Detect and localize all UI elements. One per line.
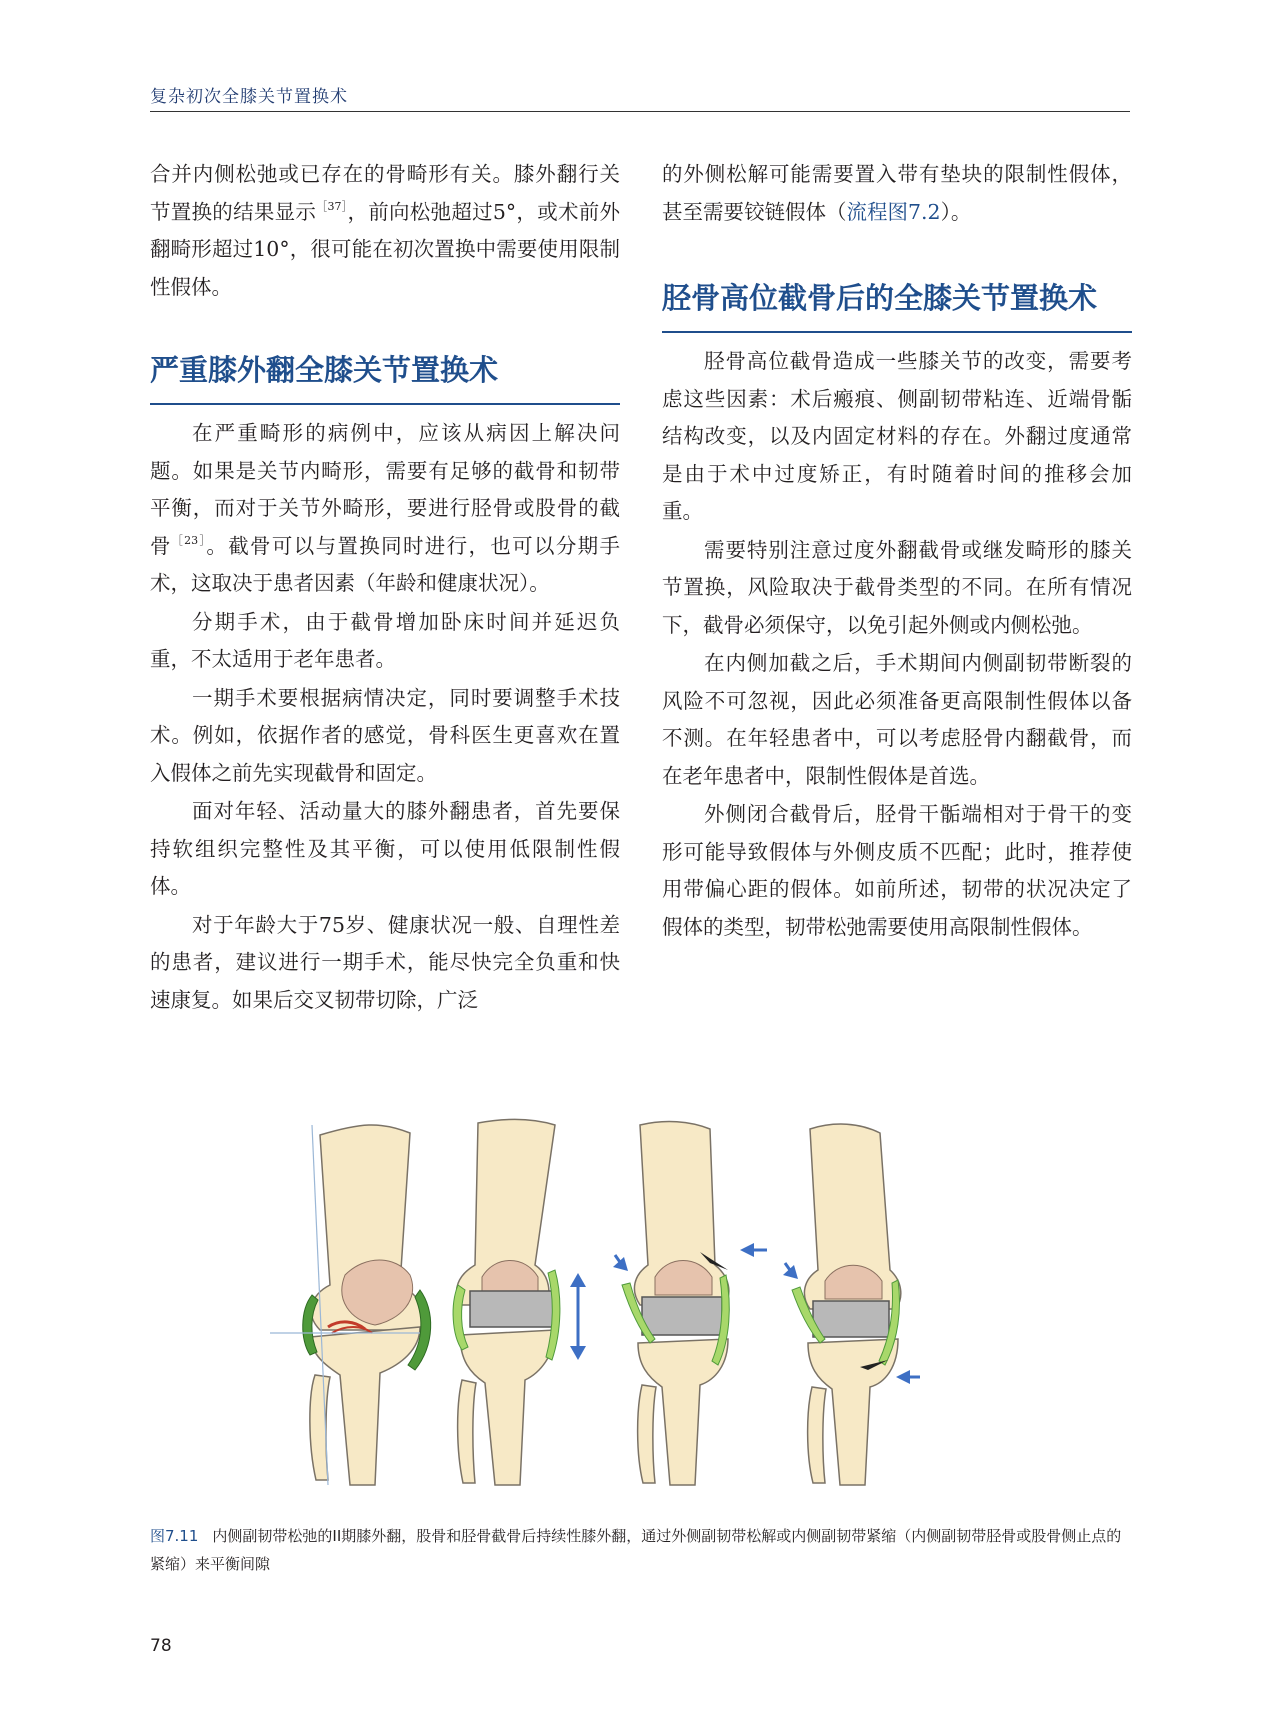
section-heading: 严重膝外翻全膝关节置换术 [150,350,620,405]
running-head: 复杂初次全膝关节置换术 [150,87,348,107]
knee-illustration-4 [783,1124,920,1485]
paragraph: 对于年龄大于75岁、健康状况一般、自理性差的患者，建议进行一期手术，能尽快完全负重和快速康复。如果后交叉韧带切除，广泛 [150,912,620,1012]
citation: ［37］ [316,199,348,213]
caption-text: 内侧副韧带松弛的II期膝外翻，股骨和胫骨截骨后持续性膝外翻，通过外侧副韧带松解或内侧副韧带紧缩（内侧副韧带胫骨或股骨侧止点的紧缩）来平衡间隙 [150,1527,1122,1573]
paragraph: 在内侧加截之后，手术期间内侧副韧带断裂的风险不可忽视，因此必须准备更高限制性假体以备不测。在年轻患者中，可以考虑胫骨内翻截骨，而在老年患者中，限制性假体是首选。 [662,651,1132,788]
header-rule [150,111,1130,112]
paragraph: 合并内侧松弛或已存在的骨畸形有关。膝外翻行关节置换的结果显示$^{[37]}$，前向松弛超过5°，或术前外翻畸形超过10°，很可能在初次置换中需要使用限制性假体。 [150,162,621,299]
page-number: 78 [150,1636,172,1656]
paragraph: 在严重畸形的病例中，应该从病因上解决问题。如果是关节内畸形，需要有足够的截骨和韧带平衡，而对于关节外畸形，要进行胫骨或股骨的截骨$^{[23]}$。截骨可以与置换同时进行，也可以分期手术，这取决于患者因素（年龄和健康状况）。 [150,421,621,595]
paragraph: 的外侧松解可能需要置入带有垫块的限制性假体，甚至需要铰链假体（流程图7.2）。 [662,162,1132,224]
figure-number: 图7.11 [150,1527,199,1545]
paragraph: 外侧闭合截骨后，胫骨干骺端相对于骨干的变形可能导致假体与外侧皮质不匹配；此时，推荐使用带偏心距的假体。如前所述，韧带的状况决定了假体的类型，韧带松弛需要使用高限制性假体。 [662,802,1132,939]
section-heading: 胫骨高位截骨后的全膝关节置换术 [662,278,1132,333]
citation: ［23］ [171,533,207,547]
paragraph: 面对年轻、活动量大的膝外翻患者，首先要保持软组织完整性及其平衡，可以使用低限制性假体。 [150,799,620,898]
knee-illustration-1 [270,1125,431,1485]
right-column [662,156,1132,946]
knee-figure [270,1115,1030,1505]
left-column [150,156,620,1019]
paragraph: 胫骨高位截骨造成一些膝关节的改变，需要考虑这些因素：术后瘢痕、侧副韧带粘连、近端骨骺结构改变，以及内固定材料的存在。外翻过度通常是由于术中过度矫正，有时随着时间的推移会加重。 [662,349,1132,523]
knee-illustration-3 [613,1122,767,1485]
knee-illustration-2 [453,1119,586,1485]
paragraph: 一期手术要根据病情决定，同时要调整手术技术。例如，依据作者的感觉，骨科医生更喜欢在置入假体之前先实现截骨和固定。 [150,685,620,785]
flowchart-link[interactable]: 流程图7.2 [846,199,941,224]
paragraph: 需要特别注意过度外翻截骨或继发畸形的膝关节置换，风险取决于截骨类型的不同。在所有情况下，截骨必须保守，以免引起外侧或内侧松弛。 [662,537,1132,637]
paragraph: 分期手术，由于截骨增加卧床时间并延迟负重，不太适用于老年患者。 [150,609,620,671]
figure-caption [150,1522,1130,1578]
